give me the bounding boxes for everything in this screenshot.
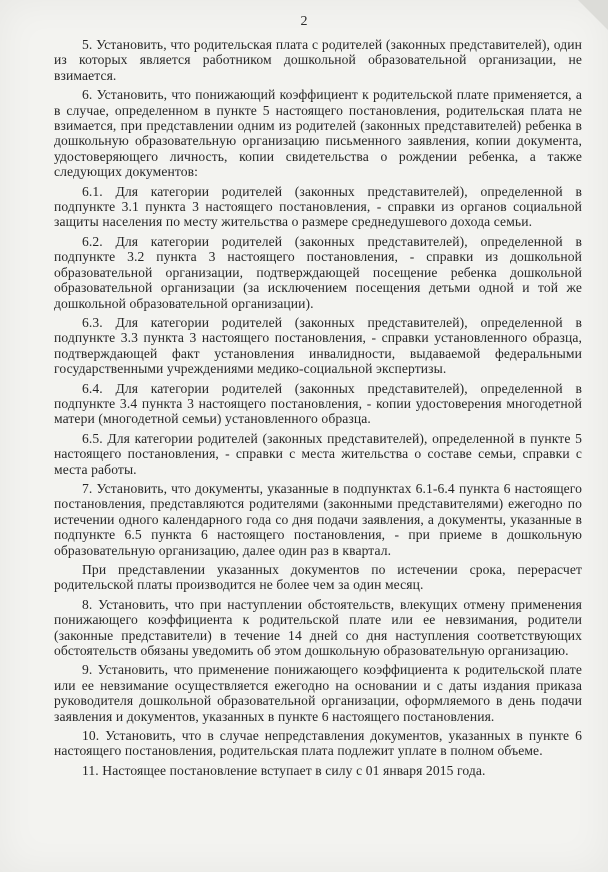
paragraph-7-note: При представлении указанных документов по истечении срока, перерасчет родительской платы производится не более чем за один месяц. xyxy=(54,562,582,593)
paragraph-6-3: 6.3. Для категории родителей (законных представителей), определенной в подпункте 3.3 пункта 3 настоящего постановления, - справки установленного образца, подтверждающей факт установления инвалидности, выдаваемой федеральными государственными учреждениями медико-социальной экспертизы. xyxy=(54,314,582,377)
paragraph-9: 9. Установить, что применение понижающего коэффициента к родительской плате или ее невзимание осуществляется ежегодно на основании и с даты издания приказа руководителя дошкольной образовательной организации, оформляемого в день подачи заявления и документов, указанных в пункте 6 настоящего постановления. xyxy=(54,662,582,724)
paragraph-10: 10. Установить, что в случае непредставления документов, указанных в пункте 6 настоящего постановления, родительская плата подлежит уплате в полном объеме. xyxy=(54,728,582,759)
page-number: 2 xyxy=(300,14,308,29)
paragraph-5: 5. Установить, что родительская плата с родителей (законных представителей), один из которых является работником дошкольной образовательной организации, не взимается. xyxy=(54,37,582,83)
paragraph-6-2: 6.2. Для категории родителей (законных представителей), определенной в подпункте 3.2 пункта 3 настоящего постановления, - справки из дошкольной образовательной организации, подтверждающей посещение ребенка дошкольной образовательной организации (за исключением посещения детьми одной и той же дошкольной образовательной организации). xyxy=(54,233,582,311)
paragraph-6-4: 6.4. Для категории родителей (законных представителей), определенной в подпункте 3.4 пункта 3 настоящего постановления, - копии удостоверения многодетной матери (многодетной семьи) установленного образца. xyxy=(54,380,582,427)
paragraph-6-1: 6.1. Для категории родителей (законных представителей), определенной в подпункте 3.1 пункта 3 настоящего постановления, - справки из органов социальной защиты населения по месту жительства о размере среднедушевого дохода семьи. xyxy=(54,183,582,230)
paragraph-6-5: 6.5. Для категории родителей (законных представителей), определенной в пункте 5 настоящего постановления, - справки с места жительства о составе семьи, справки с места работы. xyxy=(54,430,582,477)
document-body xyxy=(54,37,582,782)
paragraph-11: 11. Настоящее постановление вступает в силу с 01 января 2015 года. xyxy=(82,762,486,778)
paragraph-6: 6. Установить, что понижающий коэффициент к родительской плате применяется, а в случае, определенном в пункте 5 настоящего постановления, родительская плата не взимается, при представлении одним из родителей (законных представителей) ребенка в дошкольную образовательную организацию письменного заявления, копии документа, удостоверяющего личность, копии свидетельства о рождении ребенка, а также следующих документов: xyxy=(54,87,582,180)
paragraph-7: 7. Установить, что документы, указанные в подпунктах 6.1-6.4 пункта 6 настоящего постановления, представляются родителями (законными представителями) ежегодно по истечении одного календарного года со дня подачи заявления, а документы, указанные в подпункте 6.5 пункта 6 настоящего постановления, - при приеме в дошкольную образовательную организацию, далее один раз в квартал. xyxy=(54,480,582,558)
paragraph-8: 8. Установить, что при наступлении обстоятельств, влекущих отмену применения понижающего коэффициента к родительской плате или ее невзимания, родители (законные представители) в течение 14 дней со дня наступления соответствующих обстоятельств обязаны уведомить об этом дошкольную образовательную организацию. xyxy=(54,596,582,659)
